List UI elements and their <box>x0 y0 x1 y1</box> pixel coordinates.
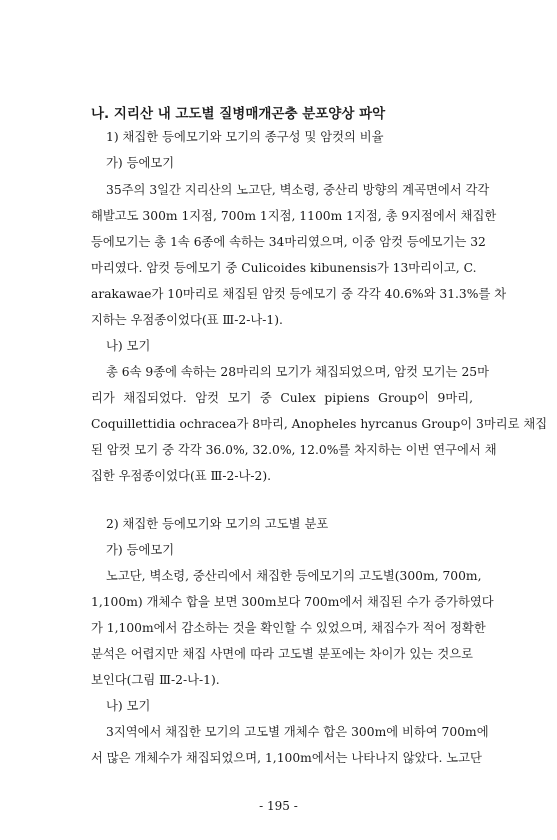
paragraph-line: 지하는 우점종이었다(표 Ⅲ-2-나-1). <box>91 313 283 327</box>
subsection-title-1: 1) 채집한 등에모기와 모기의 종구성 및 암컷의 비율 <box>106 130 384 144</box>
subsection-2b-title: 나) 모기 <box>106 699 151 713</box>
paragraph-line: 해발고도 300m 1지점, 700m 1지점, 1100m 1지점, 총 9지점에서 채집한 <box>91 209 497 223</box>
paragraph-line: 서 많은 개체수가 채집되었으며, 1,100m에서는 나타나지 않았다. 노고단 <box>91 751 482 765</box>
subsection-title-2: 2) 채집한 등에모기와 모기의 고도별 분포 <box>106 517 329 531</box>
paragraph-line: 노고단, 벽소령, 중산리에서 채집한 등에모기의 고도별(300m, 700m, <box>106 569 482 583</box>
section-heading: 나. 지리산 내 고도별 질병매개곤충 분포양상 파악 <box>91 106 386 122</box>
paragraph-line: Coquillettidia ochracea가 8마리, Anopheles hyrcanus Group이 3마리로 채집 <box>91 417 548 431</box>
subsection-2a-title: 가) 등에모기 <box>106 543 175 557</box>
paragraph-line: 리가 채집되었다. 암컷 모기 중 Culex pipiens Group이 9마리, <box>91 391 473 405</box>
paragraph-line: 분석은 어렵지만 채집 사면에 따라 고도별 분포에는 차이가 있는 것으로 <box>91 647 473 661</box>
paragraph-line: 보인다(그림 Ⅲ-2-나-1). <box>91 673 220 687</box>
paragraph-line: 3지역에서 채집한 모기의 고도별 개체수 합은 300m에 비하여 700m에 <box>106 725 489 739</box>
paragraph-line: 된 암컷 모기 중 각각 36.0%, 32.0%, 12.0%를 차지하는 이번 연구에서 채 <box>91 443 497 457</box>
paragraph-line: 1,100m) 개체수 합을 보면 300m보다 700m에서 채집된 수가 증가하였다 <box>91 595 494 609</box>
paragraph-line: 집한 우점종이었다(표 Ⅲ-2-나-2). <box>91 469 272 483</box>
paragraph-line: 35주의 3일간 지리산의 노고단, 벽소령, 중산리 방향의 계곡면에서 각각 <box>106 183 490 197</box>
page-number: - 195 - <box>259 799 298 813</box>
subsection-1b-title: 나) 모기 <box>106 339 151 353</box>
paragraph-line: 가 1,100m에서 감소하는 것을 확인할 수 있었으며, 채집수가 적어 정확한 <box>91 621 486 635</box>
paragraph-line: 등에모기는 총 1속 6종에 속하는 34마리였으며, 이중 암컷 등에모기는 32 <box>91 235 486 249</box>
paragraph-line: arakawae가 10마리로 채집된 암컷 등에모기 중 각각 40.6%와 31.3%를 차 <box>91 287 507 301</box>
paragraph-line: 마리였다. 암컷 등에모기 중 Culicoides kibunensis가 13마리이고, C. <box>91 261 477 275</box>
subsection-1a-title: 가) 등에모기 <box>106 156 175 170</box>
paragraph-line: 총 6속 9종에 속하는 28마리의 모기가 채집되었으며, 암컷 모기는 25마 <box>106 365 490 379</box>
